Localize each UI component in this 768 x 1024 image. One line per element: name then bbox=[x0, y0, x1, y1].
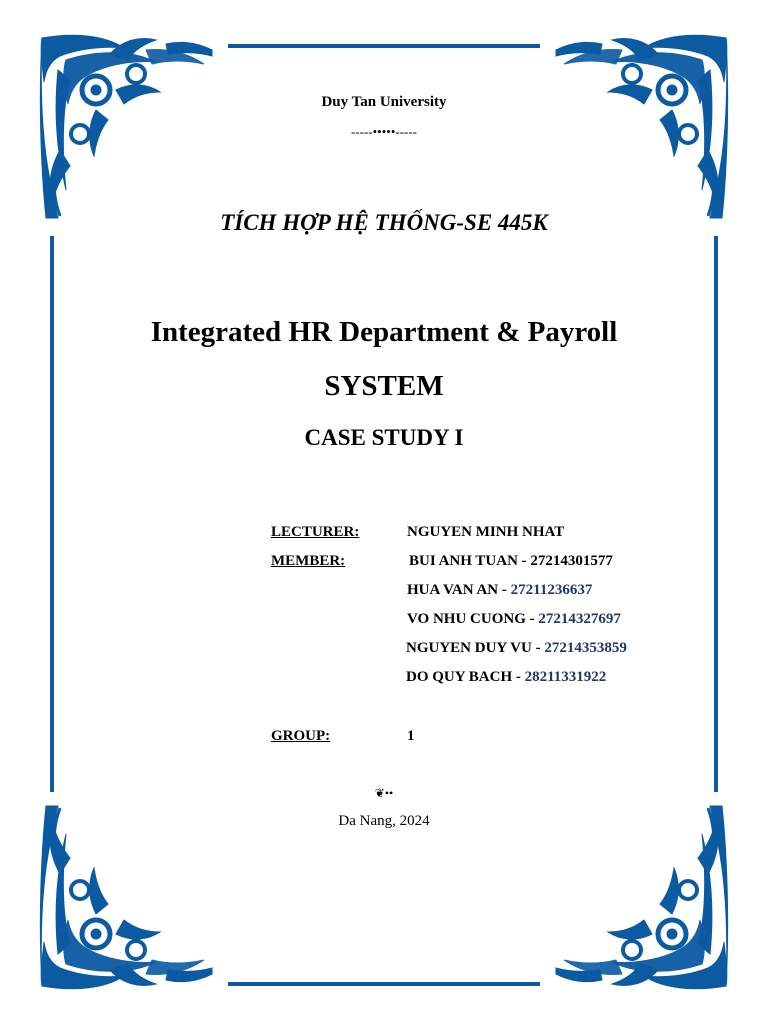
member-item bbox=[407, 611, 621, 628]
course-title: TÍCH HỢP HỆ THỐNG-SE 445K bbox=[220, 210, 548, 235]
corner-ornament-bottom-left bbox=[36, 804, 216, 994]
header-divider: -----•••••----- bbox=[350, 124, 418, 139]
member-name: VO NHU CUONG - bbox=[407, 611, 539, 627]
border-bottom-line bbox=[228, 982, 540, 986]
project-subtitle: CASE STUDY I bbox=[304, 425, 464, 450]
member-item bbox=[407, 582, 592, 599]
member-item bbox=[409, 553, 613, 570]
member-label: MEMBER: bbox=[271, 553, 346, 569]
corner-ornament-bottom-right bbox=[552, 804, 732, 994]
member-item bbox=[406, 669, 606, 686]
member-name: BUI ANH TUAN - bbox=[409, 553, 531, 569]
member-id: 27211236637 bbox=[510, 582, 593, 598]
member-id: 27214301577 bbox=[530, 553, 613, 569]
member-id: 27214327697 bbox=[538, 611, 621, 627]
footer-ornament: ❦•• bbox=[374, 786, 394, 800]
lecturer-name: NGUYEN MINH NHAT bbox=[407, 524, 565, 540]
member-name: DO QUY BACH - bbox=[406, 669, 525, 685]
border-top-line bbox=[228, 44, 540, 48]
project-title-line2: SYSTEM bbox=[324, 370, 444, 402]
lecturer-label: LECTURER: bbox=[271, 524, 360, 540]
group-label: GROUP: bbox=[271, 728, 331, 744]
member-name: NGUYEN DUY VU - bbox=[406, 640, 545, 656]
project-title-line1: Integrated HR Department & Payroll bbox=[150, 316, 618, 348]
member-id: 27214353859 bbox=[544, 640, 627, 656]
member-id: 28211331922 bbox=[524, 669, 607, 685]
university-name: Duy Tan University bbox=[321, 94, 447, 110]
member-name: HUA VAN AN - bbox=[407, 582, 511, 598]
place-date: Da Nang, 2024 bbox=[338, 813, 430, 829]
group-value: 1 bbox=[407, 728, 415, 744]
member-item bbox=[406, 640, 627, 657]
